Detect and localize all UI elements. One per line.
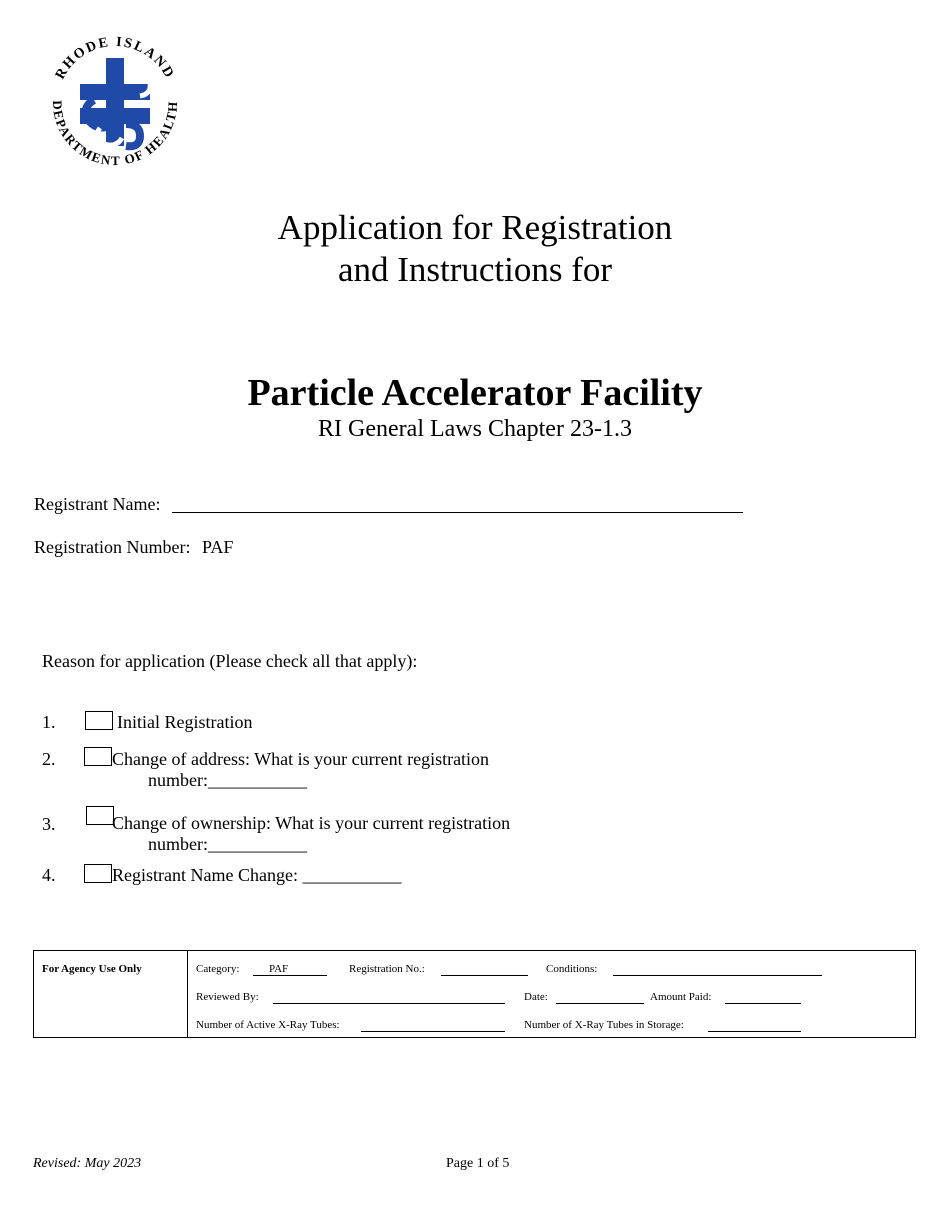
revised-date: Revised: May 2023 bbox=[33, 1156, 142, 1171]
category-label: Category: bbox=[196, 963, 240, 975]
registrant-name-field[interactable] bbox=[172, 494, 743, 513]
conditions-label: Conditions: bbox=[546, 963, 598, 975]
main-title: Particle Accelerator Facility bbox=[247, 372, 703, 414]
active-tubes-field[interactable] bbox=[361, 1031, 505, 1032]
reason-text-2: Change of address: What is your current registration bbox=[112, 749, 490, 769]
reason-number-4: 4. bbox=[42, 865, 56, 885]
agency-label: For Agency Use Only bbox=[42, 963, 142, 975]
amount-paid-field[interactable] bbox=[725, 1003, 801, 1004]
ri-department-of-health-logo bbox=[36, 24, 194, 182]
reason-heading: Reason for application (Please check all that apply): bbox=[42, 651, 418, 671]
change-of-address-checkbox[interactable] bbox=[84, 747, 112, 766]
agency-label-cell bbox=[34, 951, 188, 1037]
reason-text-3: Change of ownership: What is your current registration bbox=[112, 813, 511, 833]
logo-emblem-icon bbox=[80, 58, 150, 146]
storage-tubes-label: Number of X-Ray Tubes in Storage: bbox=[524, 1019, 684, 1031]
title-line-2: and Instructions for bbox=[337, 250, 613, 289]
reason-number-2: 2. bbox=[42, 749, 56, 769]
agency-use-table bbox=[33, 950, 916, 1038]
reason-cont-3[interactable]: number:___________ bbox=[148, 834, 307, 854]
conditions-field[interactable] bbox=[613, 975, 822, 976]
registrant-name-change-checkbox[interactable] bbox=[84, 864, 112, 883]
category-value: PAF bbox=[269, 963, 289, 975]
amount-paid-label: Amount Paid: bbox=[650, 991, 712, 1003]
registration-no-field[interactable] bbox=[441, 975, 528, 976]
initial-registration-checkbox[interactable] bbox=[85, 711, 113, 730]
registrant-name-label: Registrant Name: bbox=[34, 494, 161, 514]
logo-top-text: RHODE ISLAND bbox=[52, 34, 178, 83]
reason-text-1: Initial Registration bbox=[117, 712, 253, 732]
storage-tubes-field[interactable] bbox=[708, 1031, 801, 1032]
reason-text-4[interactable]: Registrant Name Change: ___________ bbox=[112, 865, 402, 885]
registration-no-label: Registration No.: bbox=[349, 963, 425, 975]
subtitle: RI General Laws Chapter 23-1.3 bbox=[318, 416, 632, 442]
active-tubes-label: Number of Active X-Ray Tubes: bbox=[196, 1019, 340, 1031]
reason-cont-2[interactable]: number:___________ bbox=[148, 770, 307, 790]
page-number: Page 1 of 5 bbox=[446, 1156, 510, 1171]
registration-number-label: Registration Number: bbox=[34, 537, 191, 557]
title-line-1: Application for Registration bbox=[277, 208, 673, 247]
registration-number-prefix[interactable]: PAF bbox=[202, 537, 234, 557]
reviewed-by-field[interactable] bbox=[273, 1003, 505, 1004]
date-field[interactable] bbox=[556, 1003, 644, 1004]
reason-number-3: 3. bbox=[42, 814, 56, 834]
change-of-ownership-checkbox[interactable] bbox=[86, 806, 114, 825]
reason-number-1: 1. bbox=[42, 712, 56, 732]
reviewed-by-label: Reviewed By: bbox=[196, 991, 259, 1003]
date-label: Date: bbox=[524, 991, 548, 1003]
category-field[interactable] bbox=[253, 975, 327, 976]
logo-bottom-text: DEPARTMENT OF HEALTH bbox=[49, 99, 181, 169]
